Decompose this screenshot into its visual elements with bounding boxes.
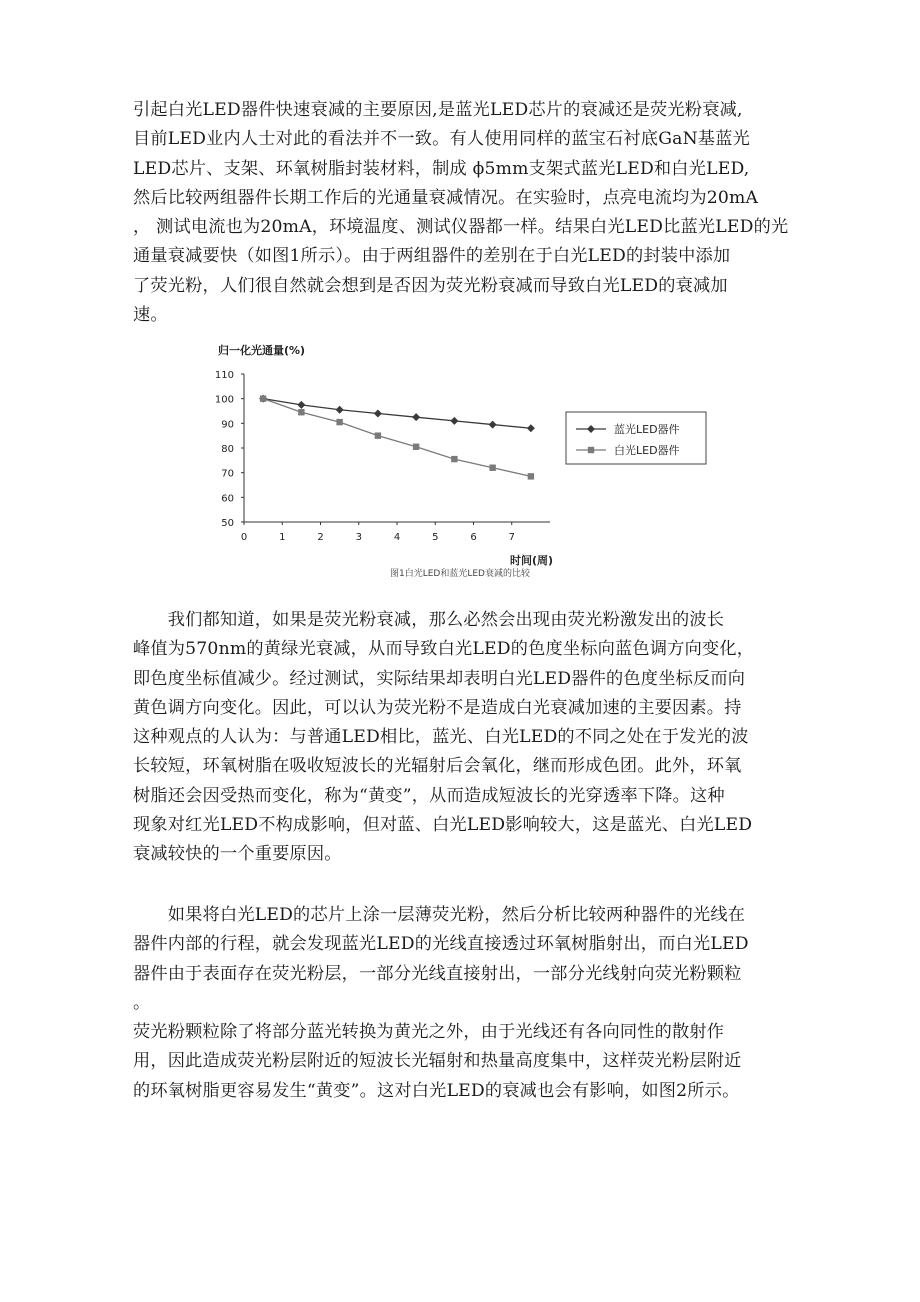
paragraph-1-line: 引起白光LED器件快速衰减的主要原因,是蓝光LED芯片的衰减还是荧光粉衰减, (133, 100, 743, 120)
paragraph-1-line: 了荧光粉，人们很自然就会想到是否因为荧光粉衰减而导致白光LED的衰减加 (133, 275, 728, 296)
legend-label: 白光LED器件 (614, 444, 680, 457)
square-point (451, 456, 457, 462)
diamond-point (450, 417, 458, 425)
paragraph-3-line: 器件由于表面存在荧光粉层，一部分光线直接射出，一部分光线射向荧光粉颗粒 (133, 963, 742, 984)
x-axis-label: 时间(周) (510, 554, 554, 567)
square-point (336, 419, 342, 425)
diamond-point (374, 409, 382, 417)
paragraph-1-line: 通量衰减要快（如图1所示）。由于两组器件的差别在于白光LED的封装中添加 (133, 246, 731, 267)
series-group (259, 395, 535, 480)
y-axis-label: 归一化光通量(%) (218, 344, 306, 357)
square-point (375, 432, 381, 438)
diamond-point (412, 413, 420, 421)
paragraph-3-line: 用，因此造成荧光粉层附近的短波长光辐射和热量高度集中，这样荧光粉层附近 (133, 1051, 742, 1072)
paragraph-2-line: 即色度坐标值减少。经过测试，实际结果却表明白光LED器件的色度坐标反而向 (133, 668, 746, 689)
x-tick-label: 2 (317, 532, 324, 543)
paragraph-2-line: 树脂还会因受热而变化，称为“黄变”，从而造成短波长的光穿透率下降。这种 (133, 785, 725, 806)
paragraph-3-line: 器件内部的行程，就会发现蓝光LED的光线直接透过环氧树脂射出，而白光LED (133, 934, 749, 955)
square-point (298, 409, 304, 415)
paragraph-1-line: ， 测试电流也为20mA，环境温度、测试仪器都一样。结果白光LED比蓝光LED的光 (133, 217, 789, 238)
diamond-point (297, 401, 305, 409)
y-tick-label: 110 (214, 370, 234, 381)
y-tick-label: 80 (221, 444, 234, 455)
paragraph-3-line: 荧光粉颗粒除了将部分蓝光转换为黄光之外，由于光线还有各向同性的散射作 (133, 1022, 725, 1043)
paragraph-3 (133, 901, 793, 1106)
y-tick-label: 100 (214, 394, 234, 406)
square-point (489, 465, 495, 471)
paragraph-2-line: 黄色调方向变化。因此，可以认为荧光粉不是造成白光衰减加速的主要因素。持 (133, 697, 742, 718)
paragraph-1-line: 目前LED业内人士对此的看法并不一致。有人使用同样的蓝宝石衬底GaN基蓝光 (133, 129, 750, 150)
paragraph-2-line: 我们都知道，如果是荧光粉衰减，那么必然会出现由荧光粉激发出的波长 (133, 610, 725, 630)
diamond-point (336, 406, 344, 414)
paragraph-3-line: 的环氧树脂更容易发生“黄变”。这对白光LED的衰减也会有影响，如图2所示。 (133, 1080, 740, 1101)
legend-label: 蓝光LED器件 (614, 423, 680, 436)
paragraph-2-line: 衰减较快的一个重要原因。 (133, 844, 342, 865)
paragraph-1 (133, 96, 793, 330)
diamond-point (489, 421, 497, 429)
diamond-point (527, 424, 535, 432)
legend (566, 412, 706, 464)
x-ticks (241, 522, 515, 543)
square-point (528, 473, 534, 479)
figure-1-chart (210, 336, 730, 586)
y-tick-label: 60 (221, 493, 234, 505)
y-tick-label: 50 (221, 518, 234, 529)
paragraph-1-line: 然后比较两组器件长期工作后的光通量衰减情况。在实验时，点亮电流均为20mA (133, 187, 759, 208)
paragraph-2 (133, 606, 793, 870)
square-point (413, 444, 419, 450)
paragraph-3-line: 。 (133, 992, 151, 1013)
paragraph-2-line: 峰值为570nm的黄绿光衰减，从而导致白光LED的色度坐标向蓝色调方向变化， (133, 639, 755, 660)
x-tick-label: 3 (355, 532, 362, 543)
x-tick-label: 5 (432, 532, 439, 543)
y-ticks (215, 370, 244, 529)
x-tick-label: 0 (240, 532, 248, 543)
paragraph-2-line: 长较短，环氧树脂在吸收短波长的光辐射后会氧化，继而形成色团。此外，环氧 (133, 756, 742, 777)
line-chart (210, 336, 730, 586)
paragraph-1-line: 速。 (133, 305, 168, 326)
square-point (588, 447, 594, 453)
paragraph-2-line: 现象对红光LED不构成影响，但对蓝、白光LED影响较大，这是蓝光、白光LED (133, 815, 753, 836)
y-tick-label: 90 (221, 419, 234, 431)
square-point (260, 395, 266, 401)
paragraph-3-line: 如果将白光LED的芯片上涂一层薄荧光粉，然后分析比较两种器件的光线在 (133, 905, 746, 925)
x-tick-label: 6 (470, 532, 477, 543)
x-tick-label: 1 (279, 532, 286, 543)
paragraph-1-line: LED芯片、支架、环氧树脂封装材料，制成 ϕ5mm支架式蓝光LED和白光LED, (133, 158, 750, 179)
y-tick-label: 70 (221, 468, 234, 480)
figure-1-caption: 图1白光LED和蓝光LED衰减的比较 (390, 569, 530, 579)
x-tick-label: 7 (508, 532, 515, 543)
paragraph-2-line: 这种观点的人认为：与普通LED相比，蓝光、白光LED的不同之处在于发光的波 (133, 727, 749, 748)
x-tick-label: 4 (393, 532, 401, 543)
